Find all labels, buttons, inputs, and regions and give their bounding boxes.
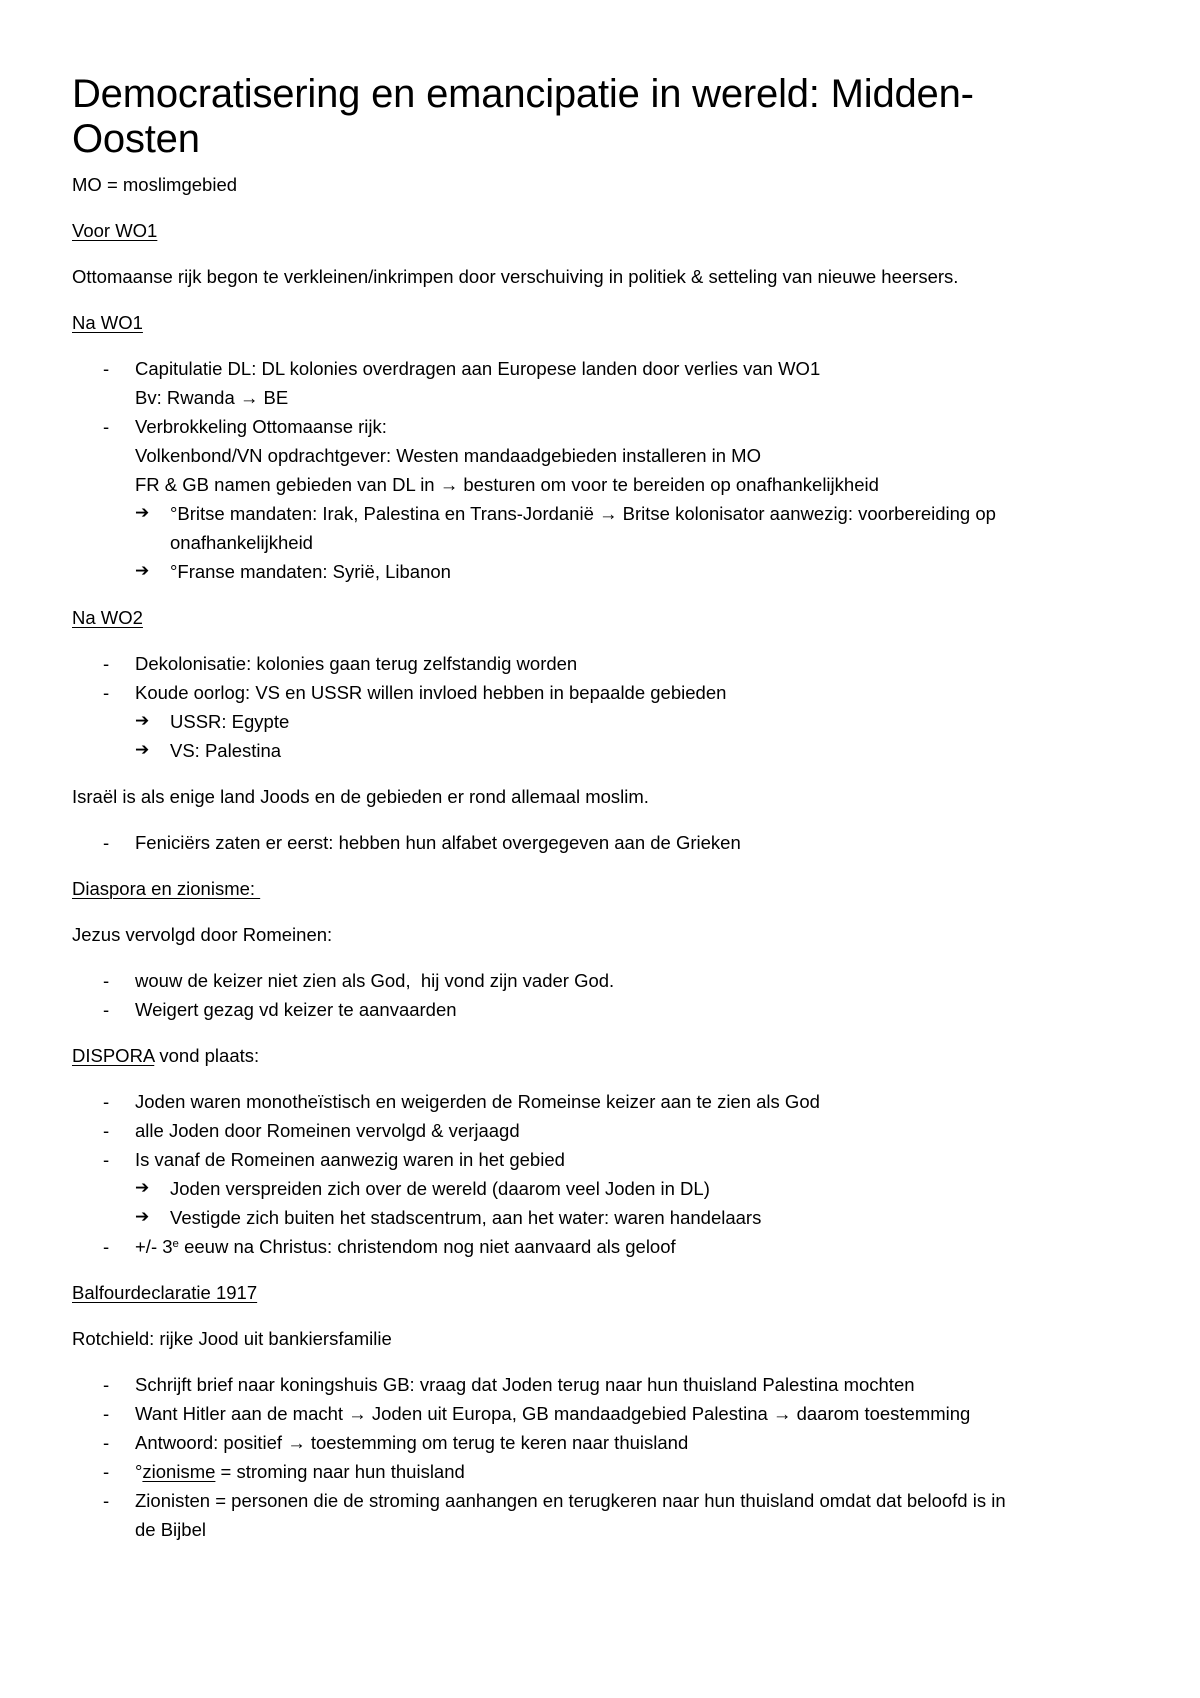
- list-item-text: Is vanaf de Romeinen aanwezig waren in het gebied: [135, 1149, 565, 1170]
- section-heading-balfour: [72, 1278, 1132, 1307]
- list-item: [72, 1370, 1132, 1399]
- dash-bullet: -: [103, 832, 110, 853]
- na-wo1-list: [72, 354, 1132, 586]
- paragraph-jezus: Jezus vervolgd door Romeinen:: [72, 924, 333, 945]
- arrow-list-item: [135, 707, 1132, 736]
- arrow-list-item: [135, 736, 1132, 765]
- section-heading-text: Na WO2: [72, 607, 143, 628]
- arrow-bullet-icon: ➔: [135, 711, 150, 731]
- arrow-item-text: USSR: Egypte: [170, 711, 290, 732]
- section-heading-text: Diaspora en zionisme:: [72, 878, 261, 899]
- balfour-list: [72, 1370, 1132, 1544]
- list-item-text: alle Joden door Romeinen vervolgd & verjaagd: [135, 1120, 520, 1141]
- list-item-text: Weigert gezag vd keizer te aanvaarden: [135, 999, 457, 1020]
- abbreviation-definition: MO = moslimgebied: [72, 174, 238, 195]
- list-item: [72, 678, 1132, 765]
- list-item-text: Capitulatie DL: DL kolonies overdragen aan Europese landen door verlies van WO1: [135, 358, 821, 379]
- section-heading-diaspora: [72, 874, 1132, 903]
- list-item: [72, 828, 1132, 857]
- zionisme-term: zionisme: [142, 1461, 216, 1482]
- zionisme-definition: = stroming naar hun thuisland: [215, 1461, 465, 1482]
- list-item: [72, 412, 1132, 586]
- arrow-item-text: VS: Palestina: [170, 740, 282, 761]
- list-item-text: Verbrokkeling Ottomaanse rijk:: [135, 416, 387, 437]
- arrow-item-text: Vestigde zich buiten het stadscentrum, aan het water: waren handelaars: [170, 1207, 762, 1228]
- arrow-bullet-icon: ➔: [135, 503, 150, 523]
- document-body: [72, 72, 1132, 1561]
- arrow-list-item: [135, 499, 1132, 557]
- list-item: [72, 995, 1132, 1024]
- document-title: Democratisering en emancipatie in wereld: Midden-Oosten: [72, 72, 974, 161]
- list-item: [72, 1486, 1132, 1544]
- paragraph-israel: Israël is als enige land Joods en de gebieden er rond allemaal moslim.: [72, 786, 649, 807]
- section-heading-na-wo1: [72, 308, 1132, 337]
- list-item-text: [135, 1232, 1132, 1261]
- na-wo2-list: [72, 649, 1132, 765]
- dash-bullet: -: [103, 999, 110, 1020]
- paragraph-dispora: [72, 1041, 1132, 1070]
- paragraph-rotchield: Rotchield: rijke Jood uit bankiersfamilie: [72, 1328, 392, 1349]
- dash-bullet: -: [103, 1490, 110, 1511]
- dash-bullet: -: [103, 358, 110, 379]
- list-item-text: [135, 1457, 1132, 1486]
- arrow-sublist: [135, 1174, 1132, 1232]
- arrow-item-continuation: onafhankelijkheid: [170, 532, 313, 553]
- arrow-bullet-icon: ➔: [135, 561, 150, 581]
- list-item: [72, 1145, 1132, 1232]
- century-rest: eeuw na Christus: christendom nog niet aanvaard als geloof: [178, 1236, 676, 1257]
- list-item-text: Want Hitler aan de macht → Joden uit Europa, GB mandaadgebied Palestina → daarom toestemming: [135, 1403, 971, 1424]
- dash-bullet: -: [103, 1403, 110, 1424]
- dash-bullet: -: [103, 653, 110, 674]
- dash-bullet: -: [103, 682, 110, 703]
- list-item-continuation: Bv: Rwanda → BE: [135, 387, 289, 408]
- arrow-item-text: °Britse mandaten: Irak, Palestina en Trans-Jordanië → Britse kolonisator aanwezig: voorbereiding op: [170, 503, 996, 524]
- list-item-text: Schrijft brief naar koningshuis GB: vraag dat Joden terug naar hun thuisland Palestina mochten: [135, 1374, 915, 1395]
- list-item: [72, 966, 1132, 995]
- jezus-list: [72, 966, 1132, 1024]
- list-item-text: wouw de keizer niet zien als God, hij vond zijn vader God.: [135, 970, 615, 991]
- section-heading-voor-wo1: [72, 216, 1132, 245]
- section-heading-text: Balfourdeclaratie 1917: [72, 1282, 258, 1303]
- section-heading-text: Na WO1: [72, 312, 143, 333]
- list-item: [72, 354, 1132, 412]
- list-item-text: Antwoord: positief → toestemming om terug te keren naar thuisland: [135, 1432, 689, 1453]
- section-heading-text: Voor WO1: [72, 220, 158, 241]
- dispora-term: DISPORA: [72, 1045, 155, 1066]
- list-item: [72, 1428, 1132, 1457]
- list-item-text: Zionisten = personen die de stroming aanhangen en terugkeren naar hun thuisland omdat dat beloofd is in: [135, 1490, 1006, 1511]
- dash-bullet: -: [103, 416, 110, 437]
- arrow-bullet-icon: ➔: [135, 1207, 150, 1227]
- dash-bullet: -: [103, 1432, 110, 1453]
- arrow-sublist: [135, 707, 1132, 765]
- arrow-list-item: [135, 1174, 1132, 1203]
- list-item-text: Joden waren monotheïstisch en weigerden de Romeinse keizer aan te zien als God: [135, 1091, 820, 1112]
- dash-bullet: -: [103, 1374, 110, 1395]
- dash-bullet: -: [103, 1461, 110, 1482]
- arrow-item-text: Joden verspreiden zich over de wereld (daarom veel Joden in DL): [170, 1178, 710, 1199]
- section-heading-na-wo2: [72, 603, 1132, 632]
- degree-prefix: °: [135, 1461, 143, 1482]
- list-item: [72, 649, 1132, 678]
- arrow-list-item: [135, 1203, 1132, 1232]
- list-item: [72, 1087, 1132, 1116]
- dash-bullet: -: [103, 970, 110, 991]
- list-item: [72, 1116, 1132, 1145]
- arrow-bullet-icon: ➔: [135, 740, 150, 760]
- list-item: [72, 1232, 1132, 1261]
- list-item-text: Feniciërs zaten er eerst: hebben hun alfabet overgegeven aan de Grieken: [135, 832, 741, 853]
- dash-bullet: -: [103, 1091, 110, 1112]
- list-item: [72, 1457, 1132, 1486]
- list-item-continuation: de Bijbel: [135, 1519, 206, 1540]
- israel-list: [72, 828, 1132, 857]
- dispora-list: [72, 1087, 1132, 1261]
- list-item-continuation: Volkenbond/VN opdrachtgever: Westen mandaadgebieden installeren in MO: [135, 445, 761, 466]
- arrow-sublist: [135, 499, 1132, 586]
- arrow-item-text: °Franse mandaten: Syrië, Libanon: [170, 561, 451, 582]
- century-text: +/- 3: [135, 1236, 173, 1257]
- dash-bullet: -: [103, 1236, 110, 1257]
- list-item-continuation: FR & GB namen gebieden van DL in → besturen om voor te bereiden op onafhankelijkheid: [135, 474, 879, 495]
- paragraph-ottomaanse-rijk: Ottomaanse rijk begon te verkleinen/inkrimpen door verschuiving in politiek & setteling van nieuwe heersers.: [72, 266, 959, 287]
- dash-bullet: -: [103, 1149, 110, 1170]
- ordinal-superscript: e: [172, 1238, 179, 1251]
- list-item: [72, 1399, 1132, 1428]
- dispora-rest: vond plaats:: [154, 1045, 260, 1066]
- arrow-list-item: [135, 557, 1132, 586]
- dash-bullet: -: [103, 1120, 110, 1141]
- arrow-bullet-icon: ➔: [135, 1178, 150, 1198]
- list-item-text: Koude oorlog: VS en USSR willen invloed hebben in bepaalde gebieden: [135, 682, 727, 703]
- list-item-text: Dekolonisatie: kolonies gaan terug zelfstandig worden: [135, 653, 578, 674]
